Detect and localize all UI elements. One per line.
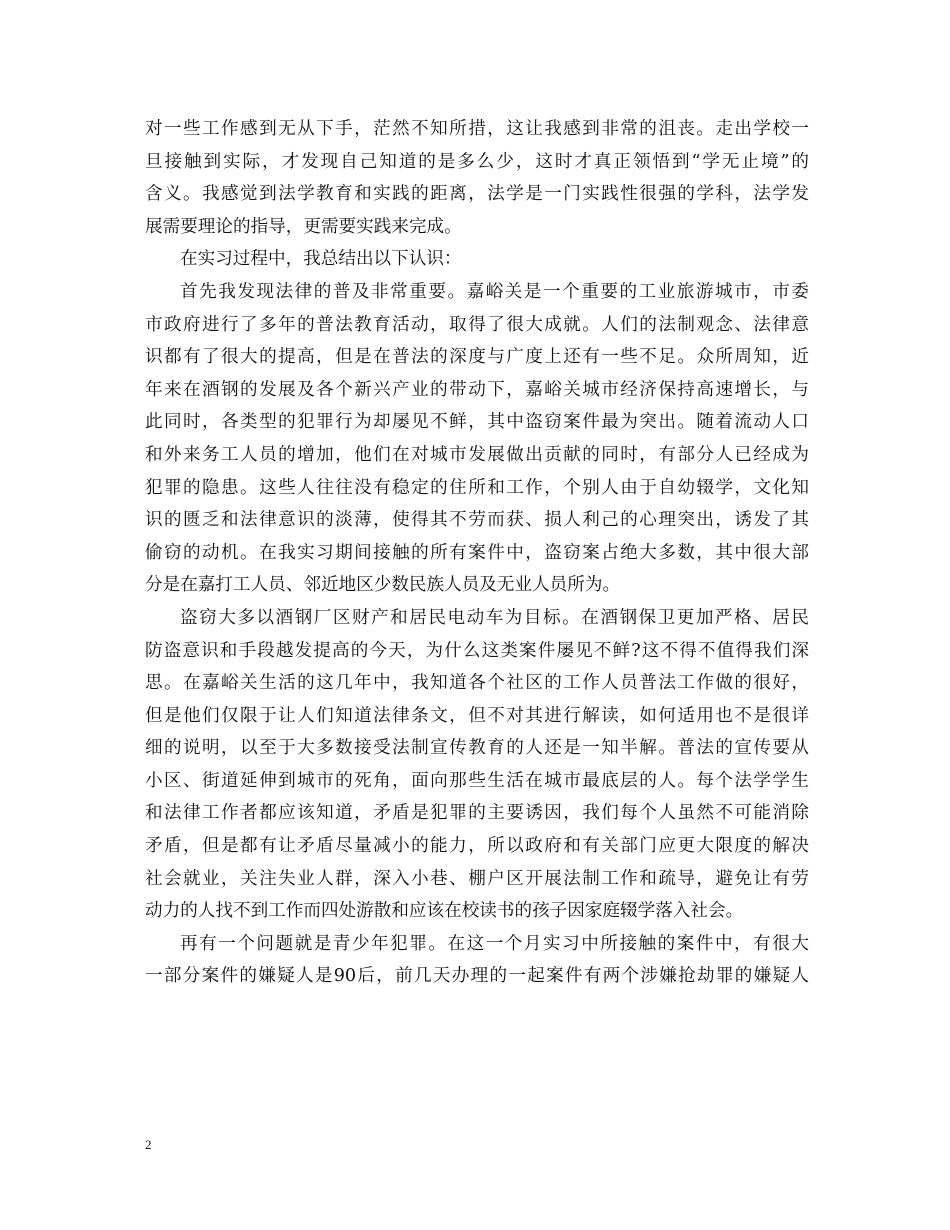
text-line: 旦接触到实际，才发现自己知道的是多么少，这时才真正领悟到“学无止境”的 (145, 151, 809, 172)
text-line: 识都有了很大的提高，但是在普法的深度与广度上还有一些不足。众所周知，近 (145, 347, 809, 368)
text-line: 市政府进行了多年的普法教育活动，取得了很大成就。人们的法制观念、法律意 (145, 314, 809, 335)
text-line: 细的说明，以至于大多数接受法制宣传教育的人还是一知半解。普法的宣传要从 (145, 738, 809, 759)
text-line: 一部分案件的嫌疑人是90后，前几天办理的一起案件有两个涉嫌抢劫罪的嫌疑人 (145, 966, 809, 987)
text-line: 首先我发现法律的普及非常重要。嘉峪关是一个重要的工业旅游城市，市委 (180, 281, 809, 302)
text-line: 再有一个问题就是青少年犯罪。在这一个月实习中所接触的案件中，有很大 (180, 933, 809, 954)
text-line: 社会就业，关注失业人群，深入小巷、棚户区开展法制工作和疏导，避免让有劳 (145, 868, 809, 889)
text-line: 识的匮乏和法律意识的淡薄，使得其不劳而获、损人利己的心理突出，诱发了其 (145, 510, 809, 531)
text-line: 分是在嘉打工人员、邻近地区少数民族人员及无业人员所为。 (145, 575, 621, 596)
text-line: 犯罪的隐患。这些人往往没有稳定的住所和工作，个别人由于自幼辍学，文化知 (145, 477, 809, 498)
text-line: 和外来务工人员的增加，他们在对城市发展做出贡献的同时，有部分人已经成为 (145, 444, 809, 465)
page-number: 2 (145, 1137, 152, 1152)
text-line: 动力的人找不到工作而四处游散和应该在校读书的孩子因家庭辍学落入社会。 (145, 901, 744, 922)
body-text (145, 113, 809, 993)
text-line: 在实习过程中，我总结出以下认识： (180, 249, 462, 270)
text-line: 防盗意识和手段越发提高的今天，为什么这类案件屡见不鲜?这不得不值得我们深 (145, 640, 809, 661)
text-line: 盗窃大多以酒钢厂区财产和居民电动车为目标。在酒钢保卫更加严格、居民 (180, 607, 809, 628)
text-line: 此同时，各类型的犯罪行为却屡见不鲜，其中盗窃案件最为突出。随着流动人口 (145, 412, 809, 433)
text-line: 和法律工作者都应该知道，矛盾是犯罪的主要诱因，我们每个人虽然不可能消除 (145, 803, 809, 824)
text-line: 展需要理论的指导，更需要实践来完成。 (145, 216, 462, 237)
text-line: 但是他们仅限于让人们知道法律条文，但不对其进行解读，如何适用也不是很详 (145, 705, 809, 726)
text-line: 含义。我感觉到法学教育和实践的距离，法学是一门实践性很强的学科，法学发 (145, 184, 809, 205)
text-line: 思。在嘉峪关生活的这几年中，我知道各个社区的工作人员普法工作做的很好， (145, 673, 809, 694)
text-line: 矛盾，但是都有让矛盾尽量减小的能力，所以政府和有关部门应更大限度的解决 (145, 836, 809, 857)
text-line: 年来在酒钢的发展及各个新兴产业的带动下，嘉峪关城市经济保持高速增长，与 (145, 379, 809, 400)
text-line: 偷窃的动机。在我实习期间接触的所有案件中，盗窃案占绝大多数，其中很大部 (145, 542, 809, 563)
text-line: 小区、街道延伸到城市的死角，面向那些生活在城市最底层的人。每个法学学生 (145, 770, 809, 791)
text-line: 对一些工作感到无从下手，茫然不知所措，这让我感到非常的沮丧。走出学校一 (145, 119, 809, 139)
